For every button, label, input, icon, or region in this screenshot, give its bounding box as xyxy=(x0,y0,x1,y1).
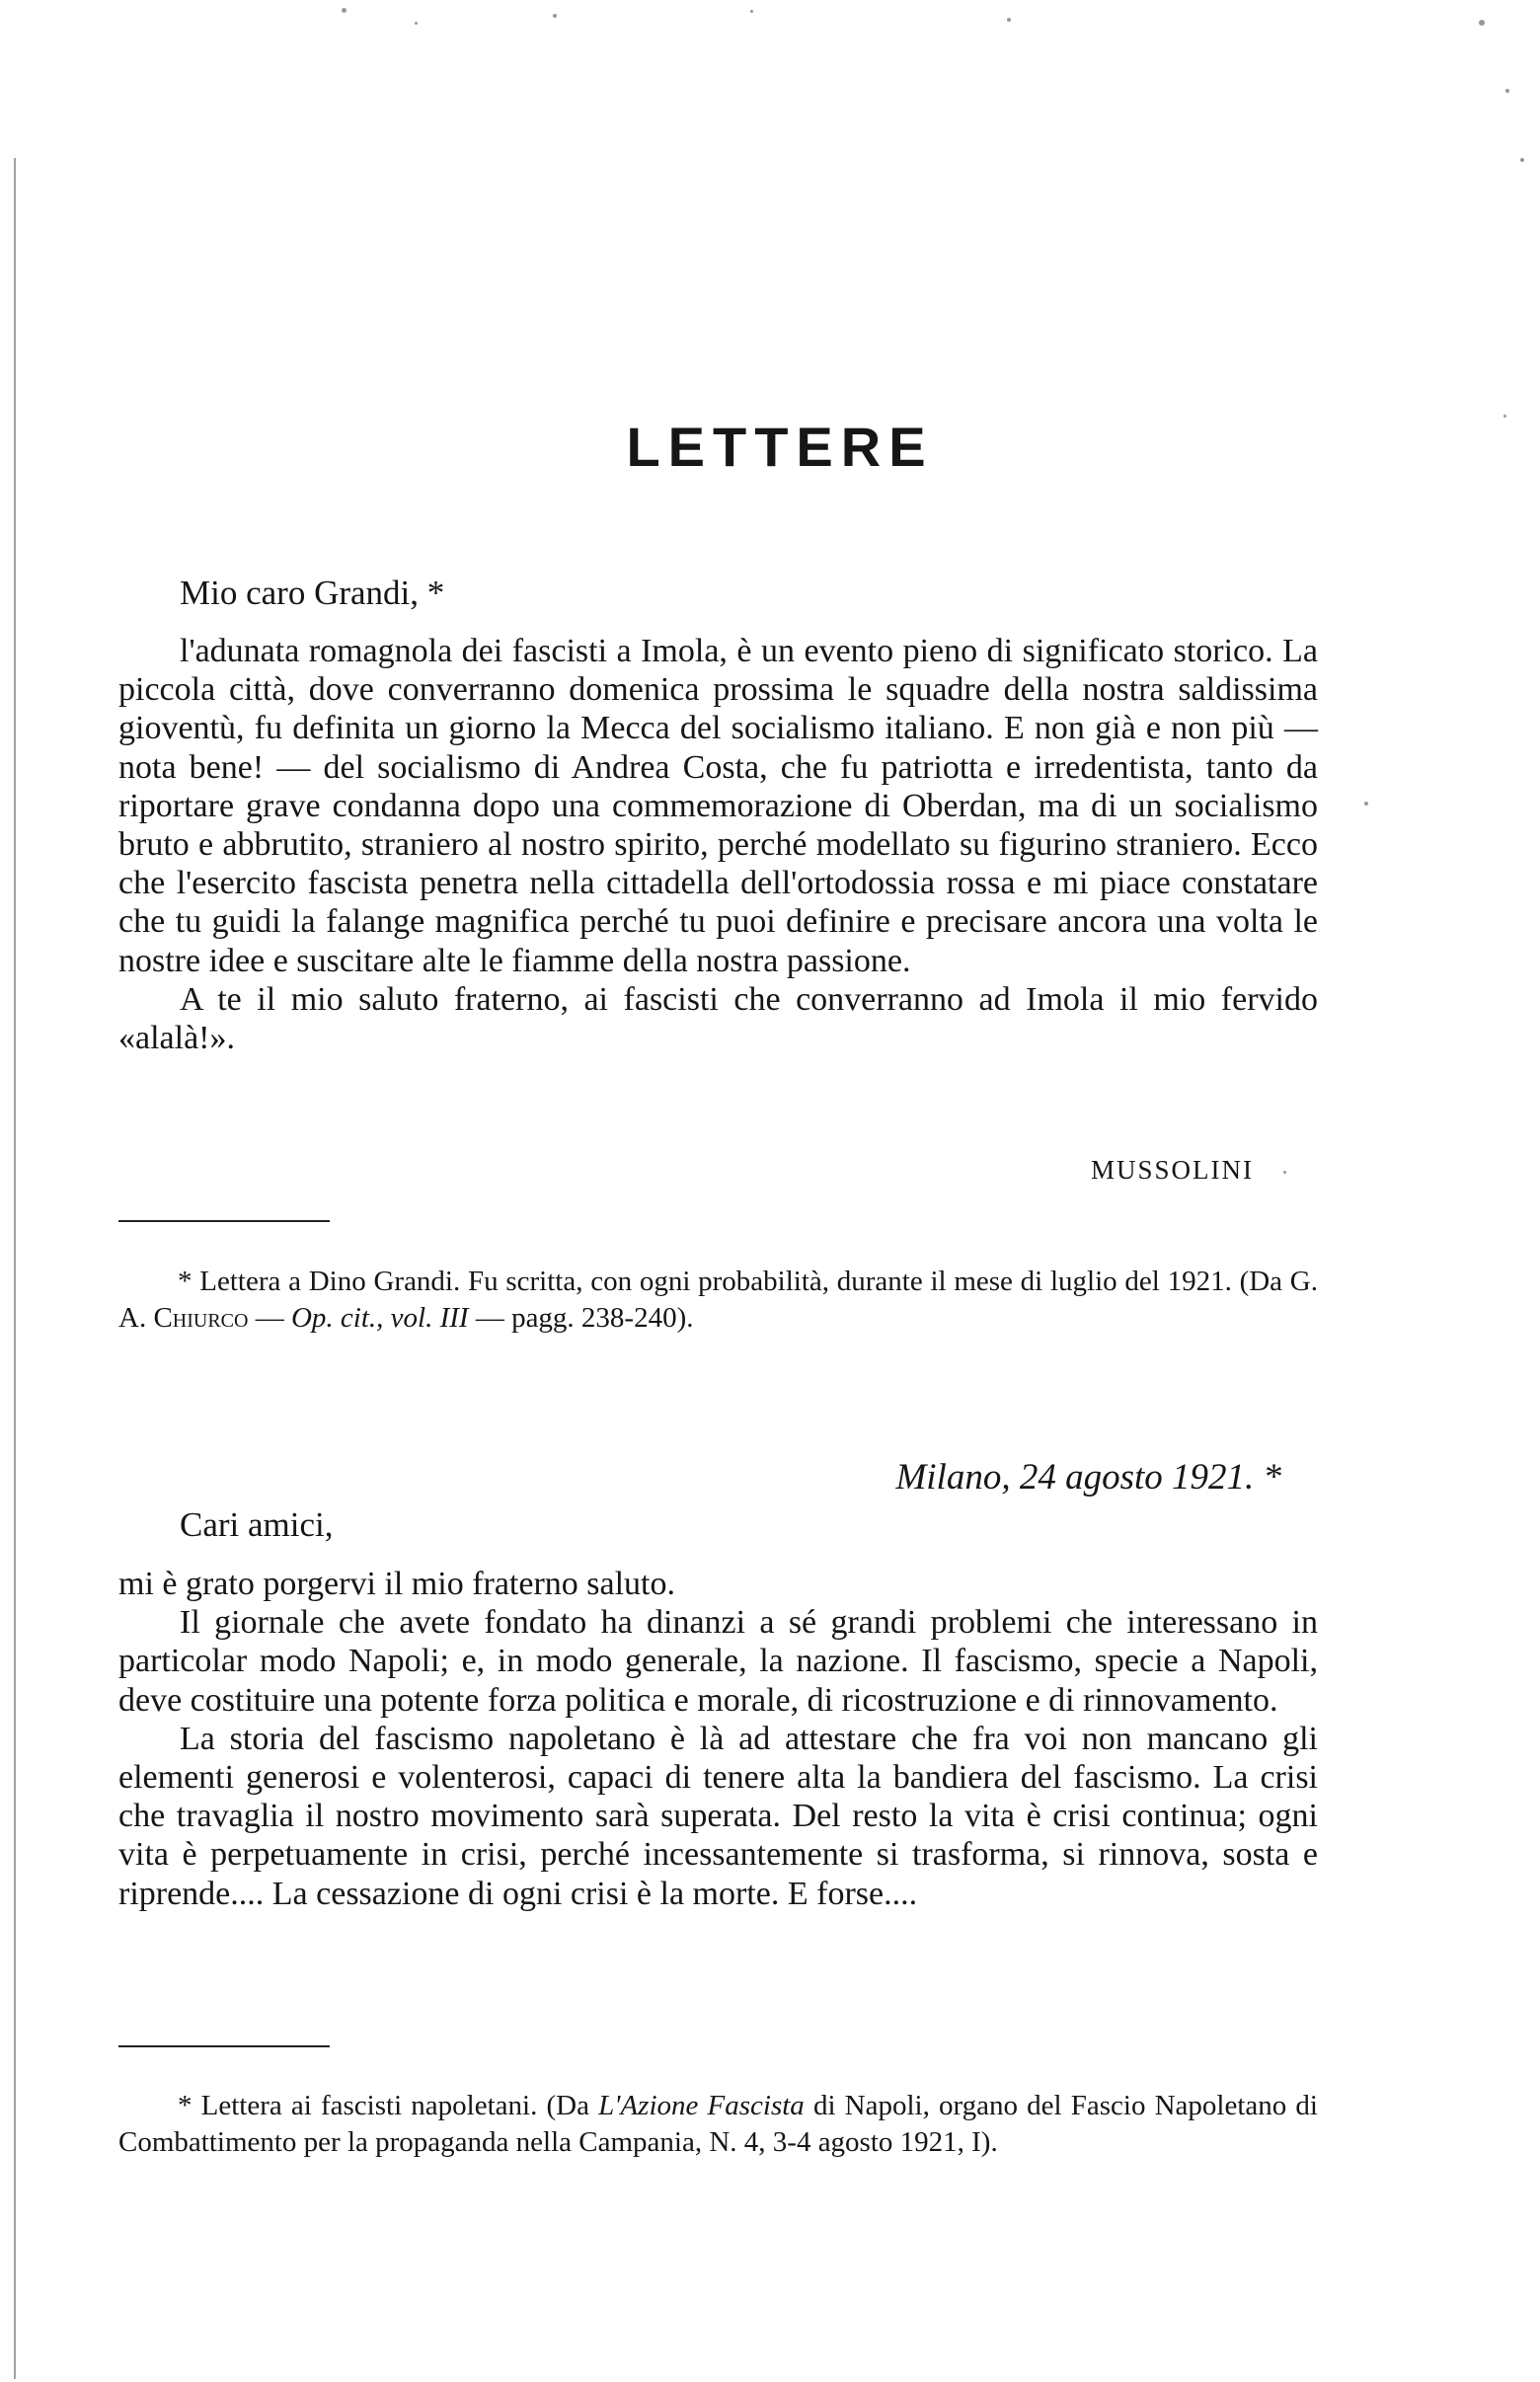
scan-speck xyxy=(750,10,753,13)
letter1-salutation: Mio caro Grandi, * xyxy=(180,574,445,612)
scan-speck xyxy=(1479,20,1485,26)
page-edge-line xyxy=(14,158,16,2379)
footnote-text: * Lettera a Dino Grandi. Fu scritta, con ogni probabilità, durante il mese di luglio del 1921. (Da G. A. xyxy=(118,1266,1318,1334)
footnote-citation: Op. cit., vol. III xyxy=(290,1302,469,1334)
scan-speck xyxy=(415,22,418,25)
signature: MUSSOLINI xyxy=(1090,1155,1254,1185)
footnote-text: * Lettera ai fascisti napoletani. (Da xyxy=(178,2090,589,2121)
letter2-dateline: Milano, 24 agosto 1921. * xyxy=(895,1457,1281,1498)
scan-speck xyxy=(1007,18,1011,22)
scan-speck xyxy=(342,8,346,13)
letter2-paragraph-1: mi è grato porgervi il mio fraterno saluto. xyxy=(118,1566,676,1602)
letter1-paragraph-2: A te il mio saluto fraterno, ai fascisti che converranno ad Imola il mio fervido «alalà!». xyxy=(118,980,1318,1057)
footnote-divider xyxy=(118,1220,330,1222)
footnote-source: di Napoli, organo del Fascio Napoletano di Combattimento per la propaganda nella Campania, N. 4, 3-4 agosto 1921, I). xyxy=(118,2090,1318,2158)
page-title: LETTERE xyxy=(626,416,934,478)
scan-speck xyxy=(1505,89,1509,93)
footnote-journal: L'Azione Fascista xyxy=(598,2090,805,2121)
letter2-salutation: Cari amici, xyxy=(180,1505,334,1544)
scan-speck xyxy=(553,14,557,18)
footnote-pages: — pagg. 238-240). xyxy=(475,1302,694,1334)
footnote-divider xyxy=(118,2045,330,2047)
letter1-footnote xyxy=(118,1264,1318,1337)
scan-speck xyxy=(1283,1171,1286,1174)
scan-speck xyxy=(1520,158,1524,162)
letter2-footnote xyxy=(118,2088,1318,2161)
letter2-paragraph-3: La storia del fascismo napoletano è là ad attestare che fra voi non mancano gli elementi generosi e volenterosi, capaci di tenere alta la bandiera del fascismo. La crisi che travaglia il nostro movimento sarà superata. Del resto la vita è crisi continua; ogni vita è perpetuamente in crisi, perché incessantemente si trasforma, si rinnova, sosta e riprende.... La cessazione di ogni crisi è la morte. E forse.... xyxy=(118,1720,1318,1912)
footnote-author: Chiurco xyxy=(153,1302,249,1334)
footnote-dash: — xyxy=(255,1302,284,1334)
letter1-paragraph-1: l'adunata romagnola dei fascisti a Imola, è un evento pieno di significato storico. La piccola città, dove converranno domenica prossima le squadre della nostra saldissima gioventù, fu definita un giorno la Mecca del socialismo italiano. E non già e non più — nota bene! — del socialismo di Andrea Costa, che fu patriotta e irredentista, tanto da riportare grave condanna dopo una commemorazione di Oberdan, ma di un socialismo bruto e abbrutito, straniero al nostro spirito, perché modellato su figurino straniero. Ecco che l'esercito fascista penetra nella cittadella dell'ortodossia rossa e mi piace constatare che tu guidi la falange magnifica perché tu puoi definire e precisare ancora una volta le nostre idee e suscitare alte le fiamme della nostra passione. xyxy=(118,633,1318,979)
letter2-paragraph-2: Il giornale che avete fondato ha dinanzi a sé grandi problemi che interessano in particolar modo Napoli; e, in modo generale, la nazione. Il fascismo, specie a Napoli, deve costituire una potente forza politica e morale, di ricostruzione e di rinnovamento. xyxy=(118,1604,1318,1719)
letter2-body xyxy=(118,1565,1318,1913)
scan-speck xyxy=(1364,802,1368,806)
letter1-body xyxy=(118,632,1318,1057)
